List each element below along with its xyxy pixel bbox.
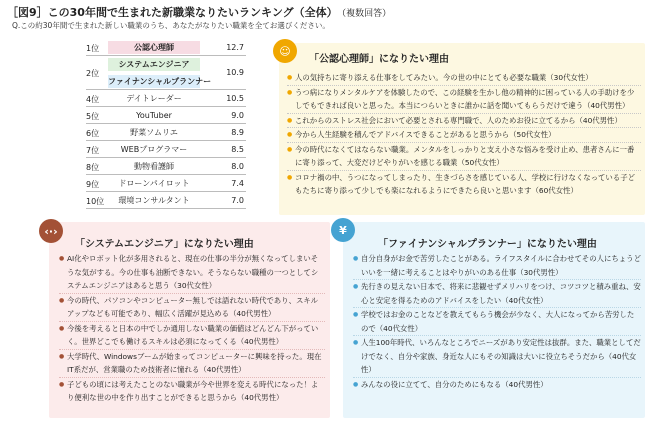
figure-title-note: （複数回答） — [341, 9, 392, 19]
card-heading: 「公認心理師」になりたい理由 — [309, 54, 449, 65]
code-icon: ‹·› — [39, 219, 63, 243]
ranking-row — [86, 192, 246, 209]
job-name: 動物看護師 — [134, 162, 174, 171]
psychologist-reasons-card — [279, 43, 645, 215]
reason-item: ● みんなの役に立てて、自分のためにもなる（40代男性） — [353, 378, 641, 392]
rank-value: 9.0 — [231, 111, 244, 120]
person-icon: ☺ — [273, 39, 297, 63]
job-name: 野菜ソムリエ — [130, 128, 178, 137]
rank-value: 10.9 — [226, 68, 244, 77]
rank-value: 8.9 — [231, 128, 244, 137]
yen-icon: ¥ — [331, 218, 355, 242]
reason-item: ● 今後を考えると日本の中でしか通用しない職業の価値はどんどん下がっていく。世界どこでも働けるスキルは必須になってくる（40代男性） — [59, 322, 325, 350]
job-name: 公認心理師 — [108, 41, 200, 54]
rank-number: 7位 — [86, 146, 100, 155]
reason-item: ● 先行きの見えない日本で、将来に悲観せずメリハリをつけ、コツコツと積み重ね、安心と安定を得るためのアドバイスをしたい（40代女性） — [353, 280, 641, 308]
job-name: ドローンパイロット — [118, 179, 190, 188]
job-name: 環境コンサルタント — [118, 196, 190, 205]
rank-value: 8.0 — [231, 162, 244, 171]
rank-number: 5位 — [86, 112, 100, 121]
reason-item: ● 今から人生経験を積んでアドバイスできることがあると思うから（50代女性） — [287, 128, 641, 143]
card-heading: 「ファイナンシャルプランナー」になりたい理由 — [378, 239, 597, 250]
survey-question: Q.この約30年間で生まれた新しい職業のうち、あなたがなりたい職業を全てお選びください。 — [12, 21, 330, 30]
rank-value: 7.0 — [231, 196, 244, 205]
ranking-row — [86, 175, 246, 192]
job-name: WEBプログラマー — [120, 145, 188, 154]
reason-item: ● 大学時代、Windowsブームが始まってコンピューターに興味を持った。現在IT系だが、営業職のため技術者に憧れる（40代男性） — [59, 350, 325, 378]
ranking-row — [86, 56, 246, 90]
job-name: システムエンジニア — [108, 58, 200, 71]
reason-item: ● 人の気持ちに寄り添える仕事をしてみたい。今の世の中にとても必要な職業（30代女性） — [287, 71, 641, 86]
ranking-row — [86, 39, 246, 56]
rank-value: 8.5 — [231, 145, 244, 154]
job-name: YouTuber — [136, 111, 172, 120]
rank-number: 4位 — [86, 95, 100, 104]
rank-number: 9位 — [86, 180, 100, 189]
reason-item: ● 今の時代になくてはならない職業。メンタルをしっかりと支え小さな悩みを受け止め、患者さんに一番に寄り添って、大変だけどやりがいを感じる職業（50代女性） — [287, 143, 641, 171]
rank-value: 12.7 — [226, 43, 244, 52]
figure-title — [7, 4, 391, 20]
rank-number: 10位 — [86, 197, 105, 206]
rank-number: 1位 — [86, 44, 100, 53]
reason-item: ● 人生100年時代、いろんなところでニーズがあり安定性は抜群。また、職業としてだけでなく、自分や家族、身近な人にもその知識は大いに役立ちそうだから（40代女性） — [353, 336, 641, 378]
card-heading: 「システムエンジニア」になりたい理由 — [75, 239, 254, 250]
rank-number: 2位 — [86, 69, 100, 78]
figure-title-text: ［図9］この30年間で生まれた新職業なりたいランキング（全体） — [7, 6, 338, 19]
ranking-row — [86, 141, 246, 158]
ranking-row — [86, 158, 246, 175]
reason-item: ● うつ病になりメンタルケアを体験したので、この経験を生かし他の精神的に困っている人の手助けを少しでもできれば良いと思った。本当につらいときに誰かに話を聞いてもらうだけで違う（40代男性） — [287, 86, 641, 114]
ranking-row — [86, 124, 246, 141]
reason-item: ● 学校ではお金のことなどを教えてもらう機会が少なく、大人になってから苦労したので（40代女性） — [353, 308, 641, 336]
rank-number: 8位 — [86, 163, 100, 172]
reason-item: ● コロナ禍の中、うつになってしまったり、生きづらさを感じている人、学校に行けなくなっている子どもたちに寄り添って少しでも楽になれるようにできたら良いと思います（60代女性） — [287, 171, 641, 198]
reason-list — [59, 252, 325, 405]
reason-item: ● 子どもの頃には考えたことのない職業が今や世界を変える時代になった！より便利な世の中を作り出すことができると思うから（40代男性） — [59, 378, 325, 405]
reason-item: ● 今の時代、パソコンやコンピューター無しでは語れない時代であり、スキルアップなども可能であり、幅広く活躍が見込める（40代男性） — [59, 294, 325, 322]
reason-item: ● これからのストレス社会において必要とされる専門職で、人のためお役に立てるから（40代男性） — [287, 114, 641, 129]
ranking-row — [86, 107, 246, 124]
reason-list — [287, 71, 641, 198]
rank-number: 6位 — [86, 129, 100, 138]
job-name: デイトレーダー — [126, 94, 182, 103]
job-name: ファイナンシャルプランナー — [108, 77, 212, 86]
financial-planner-reasons-card — [339, 222, 645, 418]
reason-list — [353, 252, 641, 391]
rank-value: 10.5 — [226, 94, 244, 103]
ranking-row — [86, 90, 246, 107]
reason-item: ● AI化やロボット化が多用されると、現在の仕事の半分が無くなってしまいそうな気がする。今の仕事も油断できない。そうならない職種の一つとしてシステムエンジニアはあると思う（30代女性） — [59, 252, 325, 294]
ranking-table — [86, 39, 246, 209]
system-engineer-reasons-card — [44, 222, 330, 418]
reason-item: ● 自分自身がお金で苦労したことがある。ライフスタイルに合わせてその人にちょうどいいを一緒に考えることはやりがいのある仕事（30代男性） — [353, 252, 641, 280]
rank-value: 7.4 — [231, 179, 244, 188]
